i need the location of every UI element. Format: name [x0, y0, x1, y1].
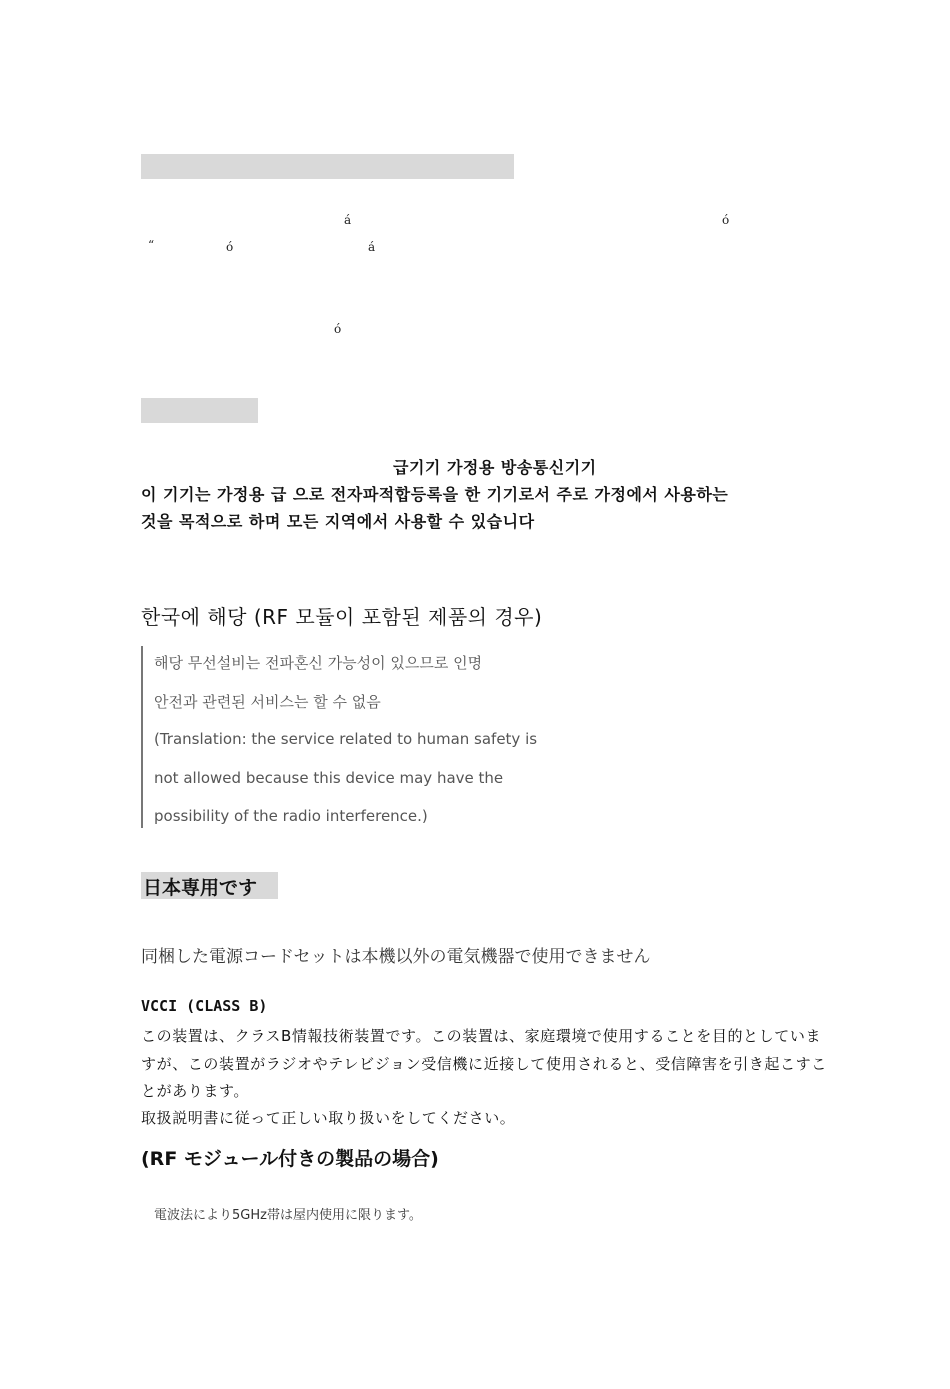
quote-line: 안전과 관련된 서비스는 할 수 없음: [154, 693, 381, 711]
stray-glyph: á: [344, 213, 352, 227]
vcci-line: すが、この装置がラジオやテレビジョン受信機に近接して使用されると、受信障害を引き起こすこ: [141, 1055, 827, 1073]
rf-module-note: 電波法により5GHz帯は屋内使用に限ります。: [154, 1208, 422, 1223]
vcci-line: この装置は、クラスB情報技術装置です。この装置は、家庭環境で使用することを目的としていま: [141, 1027, 822, 1045]
korean-rf-heading: 한국에 해당 (RF 모듈이 포함된 제품의 경우): [141, 605, 543, 629]
quote-line: not allowed because this device may have the: [154, 769, 504, 787]
quote-line: 해당 무선설비는 전파혼신 가능성이 있으므로 인명: [154, 654, 483, 672]
quote-line: (Translation: the service related to human safety is: [154, 730, 538, 748]
stray-glyph: ó: [334, 322, 342, 336]
vcci-title: VCCI (CLASS B): [141, 997, 268, 1015]
rf-module-heading: (RF モジュール付きの製品の場合): [141, 1148, 439, 1170]
redacted-heading-bar: [141, 154, 514, 179]
stray-glyph: ó: [722, 213, 730, 227]
stray-glyph: á: [368, 240, 376, 254]
korean-class-caption: 급기기 가정용 방송통신기기: [393, 458, 597, 477]
korean-rf-quote: [141, 646, 573, 828]
vcci-line: 取扱説明書に従って正しい取り扱いをしてください。: [141, 1109, 516, 1127]
quote-line: possibility of the radio interference.): [154, 807, 428, 825]
vcci-line: とがあります。: [141, 1082, 250, 1100]
korean-class-line-2: 것을 목적으로 하며 모든 지역에서 사용할 수 있습니다: [141, 512, 535, 531]
power-cord-notice: 同梱した電源コードセットは本機以外の電気機器で使用できません: [141, 947, 651, 967]
japan-only-tag: [141, 872, 278, 899]
stray-glyph: “: [148, 238, 155, 252]
japan-only-label: 日本専用です: [143, 877, 258, 899]
stray-glyph: ó: [226, 240, 234, 254]
korean-class-line-1: 이 기기는 가정용 급 으로 전자파적합등록을 한 기기로서 주로 가정에서 사용하는: [141, 485, 729, 504]
redacted-subheading-bar: [141, 398, 258, 423]
